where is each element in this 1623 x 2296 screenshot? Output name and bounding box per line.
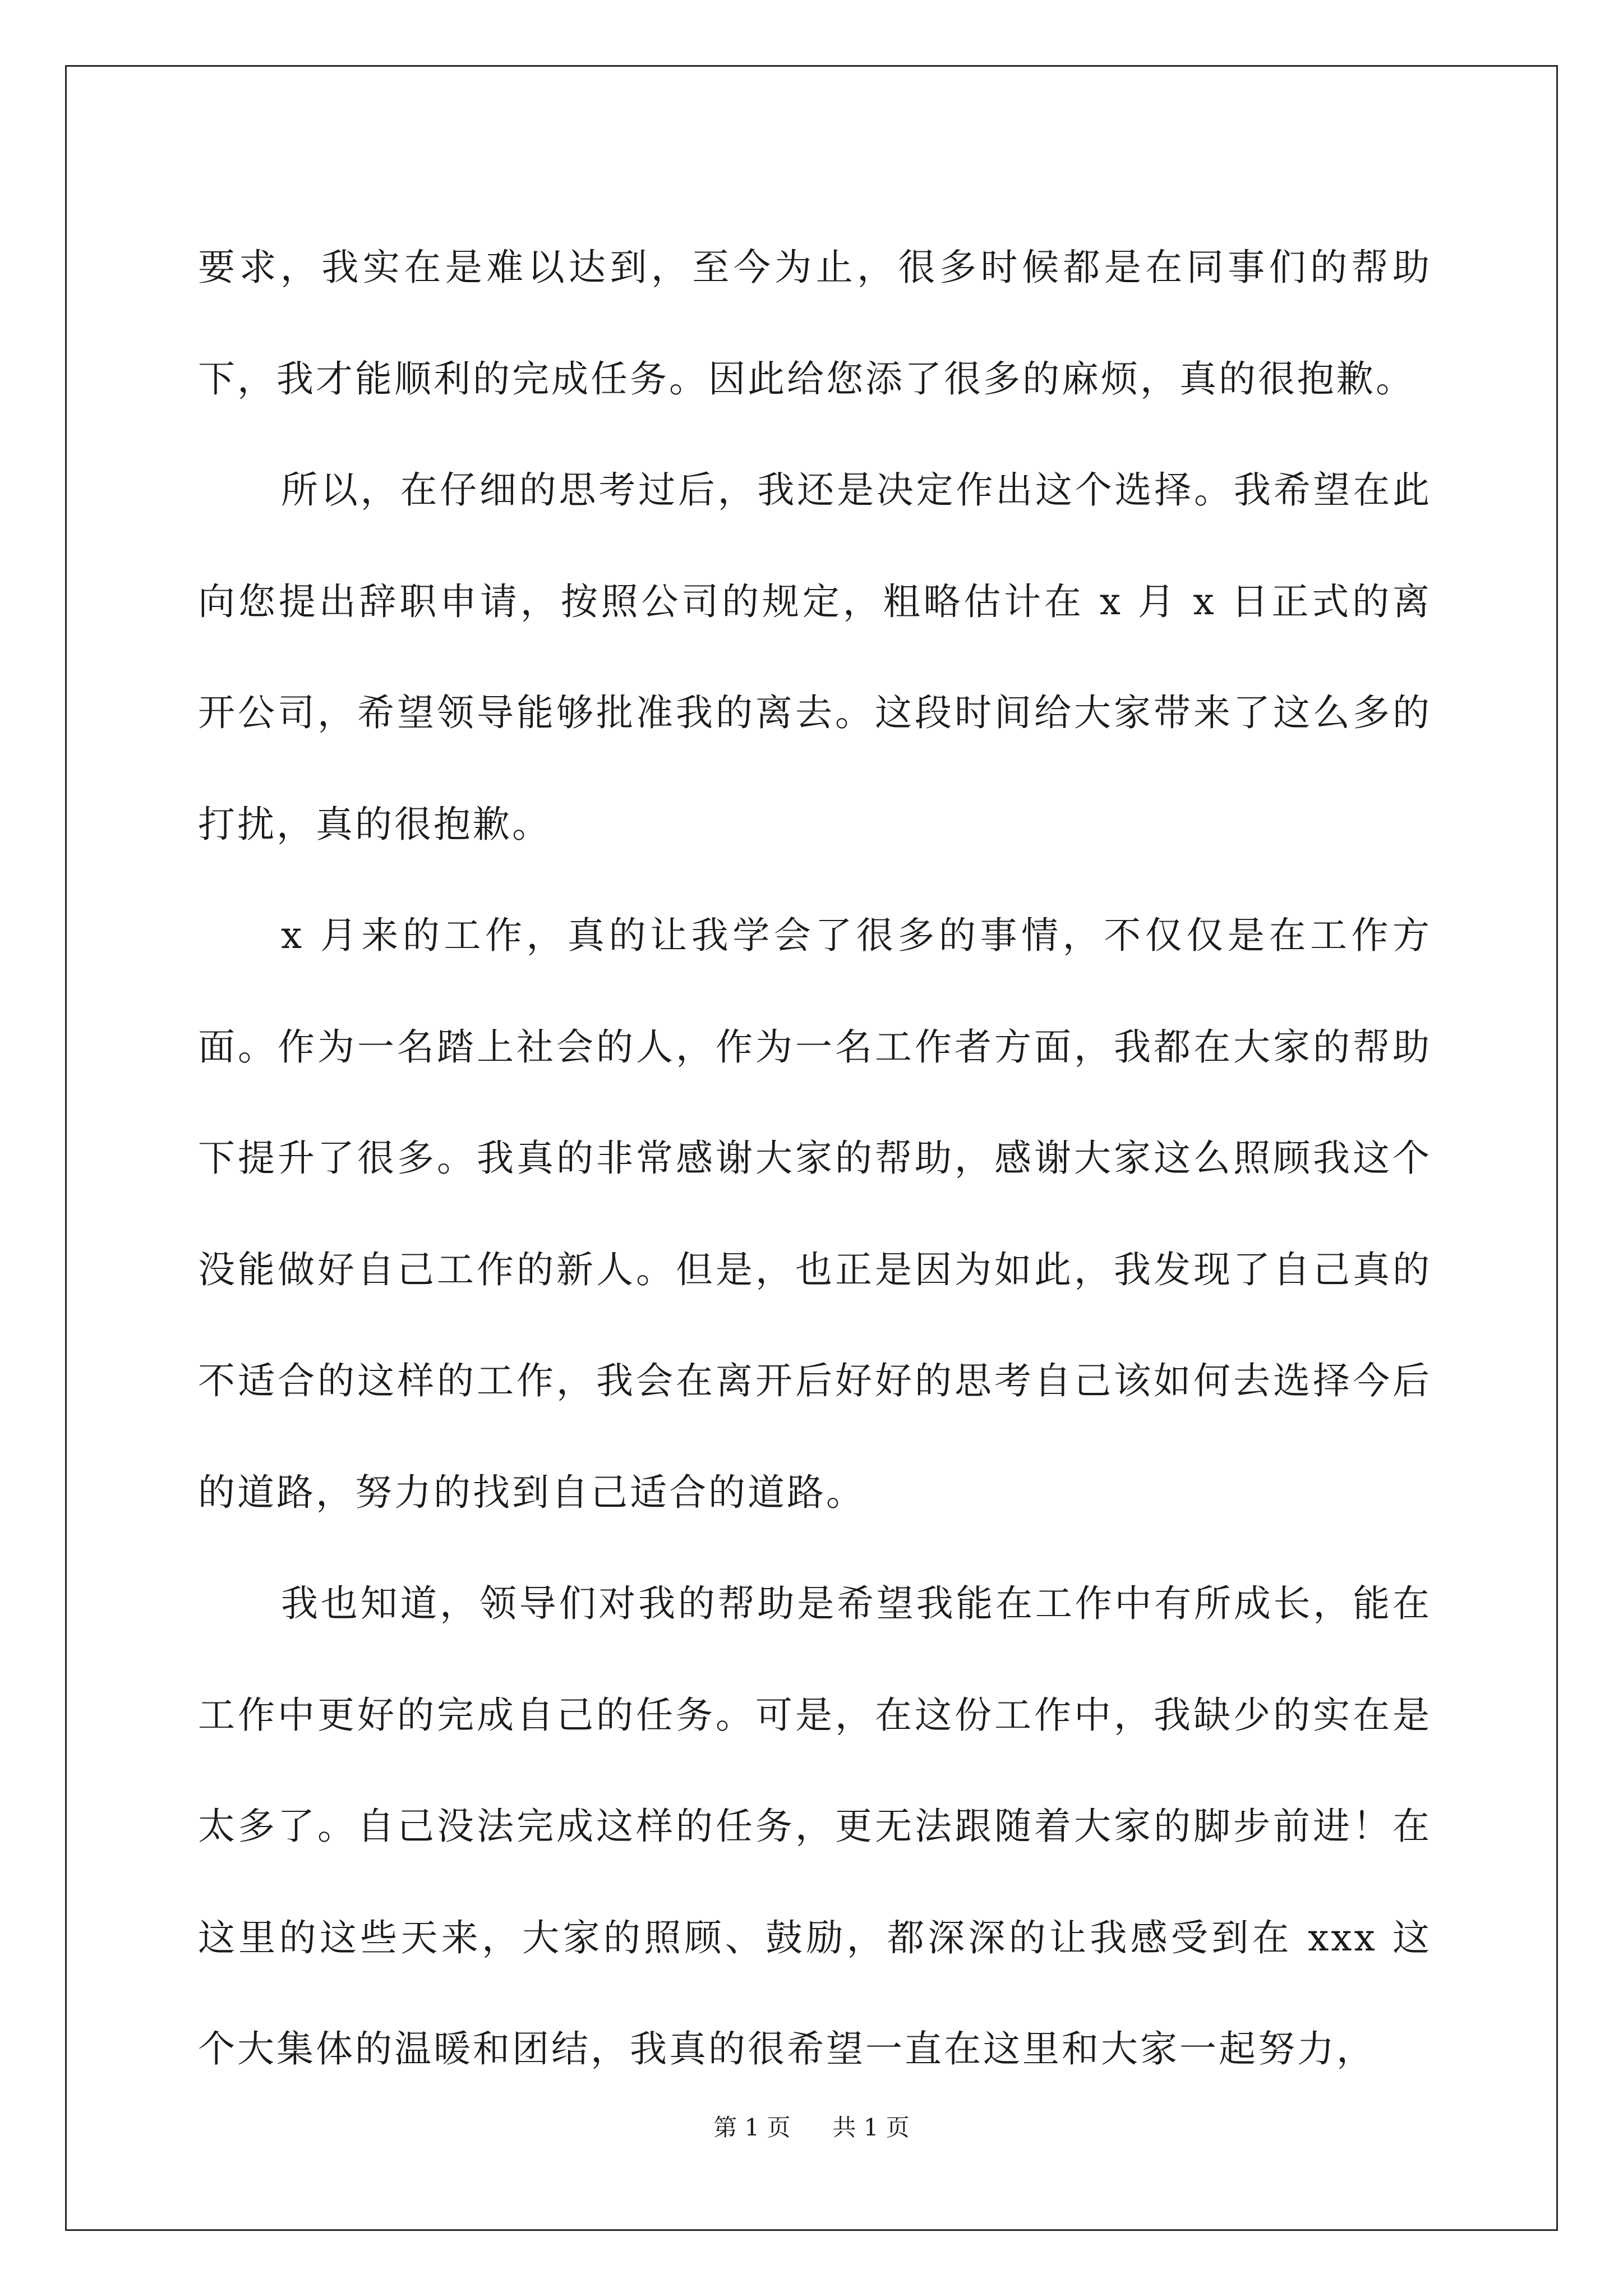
page-number: 第 1 页 (713, 2114, 791, 2141)
paragraph-3: x 月来的工作，真的让我学会了很多的事情，不仅仅是在工作方面。作为一名踏上社会的人，作为一名工作者方面，我都在大家的帮助下提升了很多。我真的非常感谢大家的帮助，感谢大家这么照顾我这个没能做好自己工作的新人。但是，也正是因为如此，我发现了自己真的不适合的这样的工作，我会在离开后好好的思考自己该如何去选择今后的道路，努力的找到自己适合的道路。 (198, 914, 1432, 1514)
page-total: 共 1 页 (832, 2114, 910, 2141)
page-footer (0, 2111, 1623, 2145)
document-body (198, 212, 1432, 2105)
paragraph-4: 我也知道，领导们对我的帮助是希望我能在工作中有所成长，能在工作中更好的完成自己的任务。可是，在这份工作中，我缺少的实在是太多了。自己没法完成这样的任务，更无法跟随着大家的脚步前进！在这里的这些天来，大家的照顾、鼓励，都深深的让我感受到在 xxx 这个大集体的温暖和团结，我真的很希望一直在这里和大家一起努力， (198, 1582, 1432, 2070)
paragraph-1: 要求，我实在是难以达到，至今为止，很多时候都是在同事们的帮助下，我才能顺利的完成任务。因此给您添了很多的麻烦，真的很抱歉。 (198, 246, 1432, 401)
paragraph-2: 所以，在仔细的思考过后，我还是决定作出这个选择。我希望在此向您提出辞职申请，按照公司的规定，粗略估计在 x 月 x 日正式的离开公司，希望领导能够批准我的离去。这段时间给大家带来了这么多的打扰，真的很抱歉。 (198, 468, 1432, 846)
